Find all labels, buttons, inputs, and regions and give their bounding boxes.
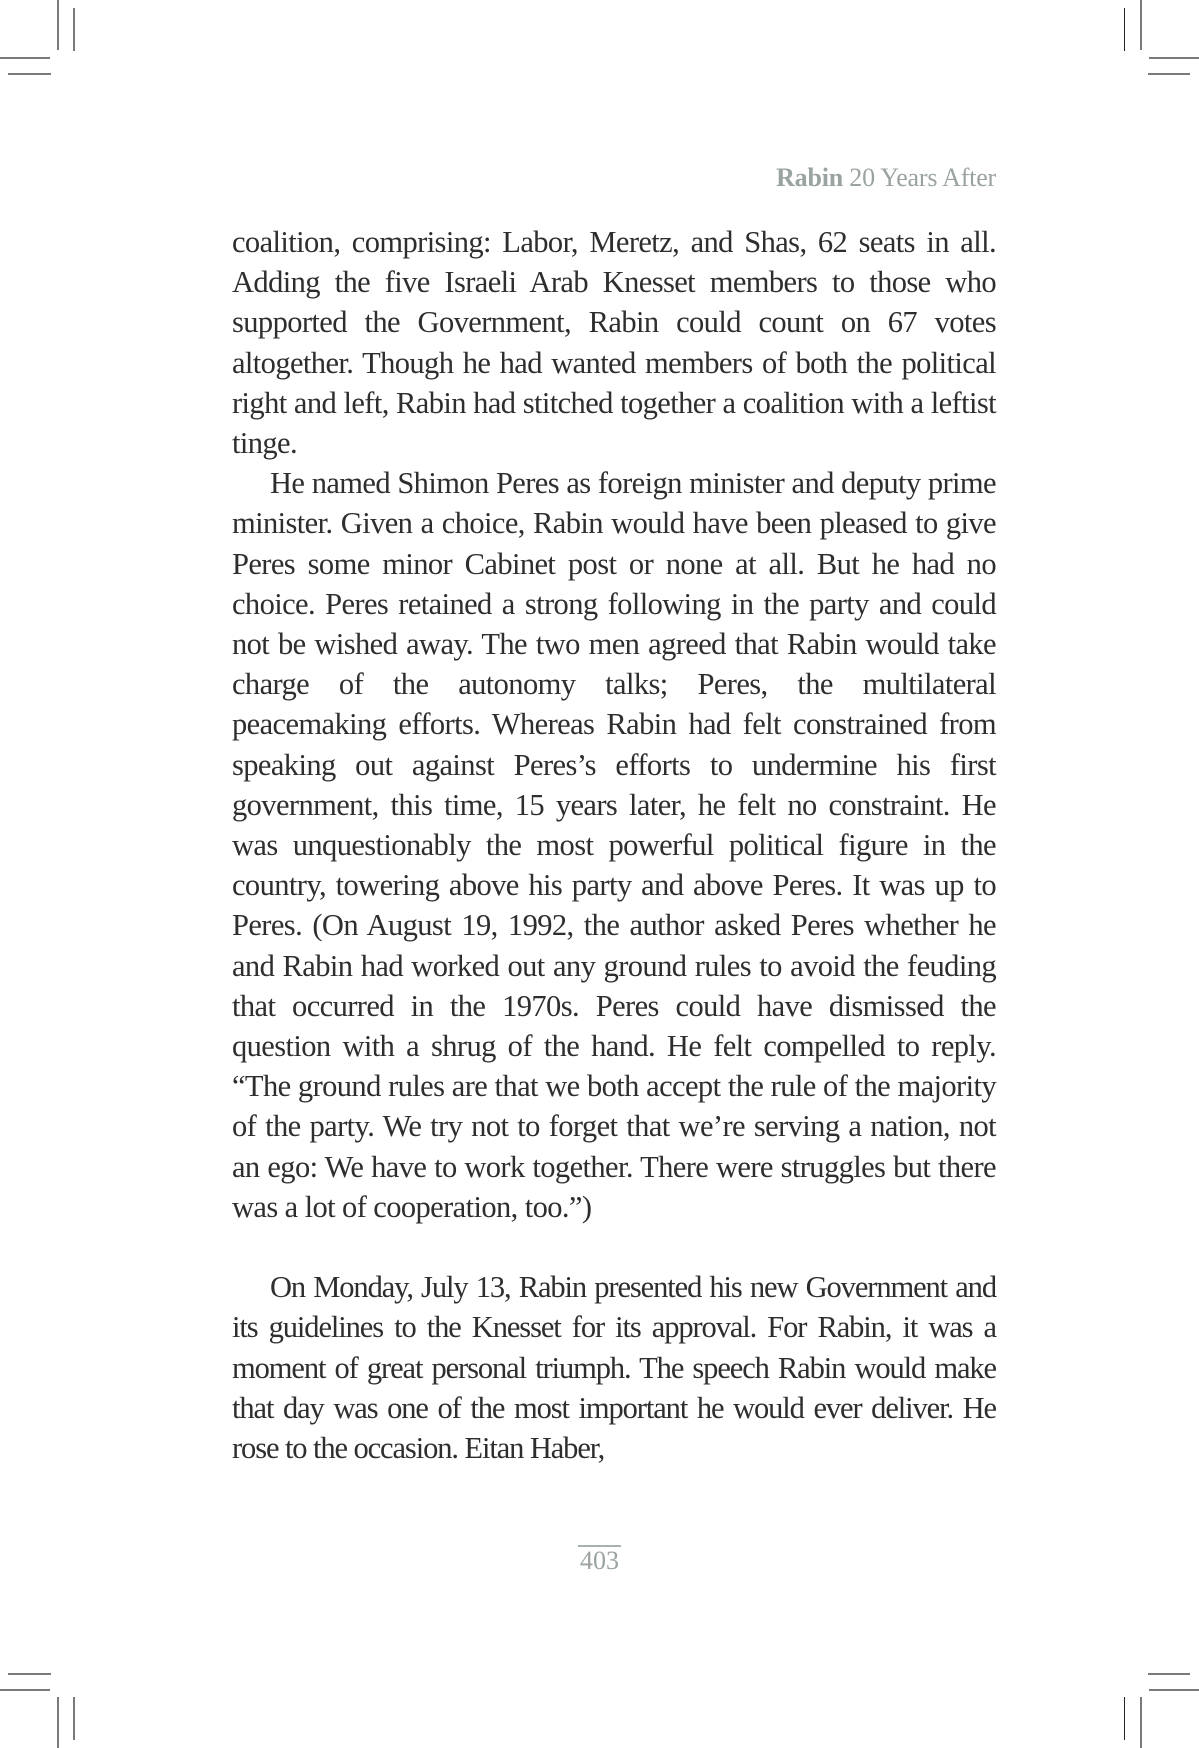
running-head-title-rest: 20 Years After bbox=[843, 163, 996, 192]
crop-mark-top-right-vertical-outer bbox=[1140, 0, 1142, 50]
page-number-container bbox=[0, 1545, 1199, 1575]
crop-mark-bottom-right-horizontal-outer bbox=[1149, 1689, 1199, 1691]
crop-mark-top-left-horizontal-outer bbox=[0, 57, 50, 59]
crop-mark-top-left-horizontal-inner bbox=[8, 73, 51, 75]
crop-mark-bottom-right-vertical-inner bbox=[1124, 1697, 1125, 1740]
body-text bbox=[232, 222, 996, 1468]
page-number: 403 bbox=[580, 1546, 619, 1575]
crop-mark-bottom-left-horizontal-outer bbox=[0, 1689, 50, 1691]
running-head-title-bold: Rabin bbox=[776, 163, 843, 192]
crop-mark-bottom-left-horizontal-inner bbox=[8, 1673, 51, 1675]
crop-mark-top-right-horizontal-inner bbox=[1148, 73, 1190, 75]
paragraph: coalition, comprising: Labor, Meretz, and Shas, 62 seats in all. Adding the five Israeli Arab Knesset members to those who supported the Government, Rabin could count on 67 votes altogether. Though he had wanted members of both the political right and left, Rabin had stitched together a coalition with a leftist tinge. bbox=[232, 225, 996, 461]
crop-mark-top-left-vertical-inner bbox=[73, 8, 75, 51]
crop-mark-bottom-right-horizontal-inner bbox=[1148, 1673, 1190, 1675]
crop-mark-bottom-left-vertical-outer bbox=[57, 1697, 59, 1748]
crop-mark-top-right-horizontal-outer bbox=[1149, 57, 1199, 59]
running-head bbox=[776, 163, 996, 193]
paragraph: On Monday, July 13, Rabin presented his new Government and its guidelines to the Knesset for its approval. For Rabin, it was a moment of great personal triumph. The speech Rabin would make that day was one of the most important he would ever deliver. He rose to the occasion. Eitan Haber, bbox=[232, 1270, 996, 1466]
crop-mark-bottom-right-vertical-outer bbox=[1140, 1697, 1142, 1748]
crop-mark-top-right-vertical-inner bbox=[1124, 8, 1125, 51]
crop-mark-bottom-left-vertical-inner bbox=[73, 1697, 75, 1740]
crop-mark-top-left-vertical-outer bbox=[57, 0, 59, 50]
paragraph: He named Shimon Peres as foreign minister and deputy prime minister. Given a choice, Rabin would have been pleased to give Peres some minor Cabinet post or none at all. But he had no choice. Peres retained a strong following in the party and could not be wished away. The two men agreed that Rabin would take charge of the autonomy talks; Peres, the multilateral peacemaking efforts. Whereas Rabin had felt constrained from speaking out against Peres’s efforts to undermine his first government, this time, 15 years later, he felt no constraint. He was unquestionably the most powerful political figure in the country, towering above his party and above Peres. It was up to Peres. (On August 19, 1992, the author asked Peres whether he and Rabin had worked out any ground rules to avoid the feuding that occurred in the 1970s. Peres could have dismissed the question with a shrug of the hand. He felt compelled to reply. “The ground rules are that we both accept the rule of the majority of the party. We try not to forget that we’re serving a nation, not an ego: We have to work together. There were struggles but there was a lot of cooperation, too.”) bbox=[232, 466, 996, 1224]
